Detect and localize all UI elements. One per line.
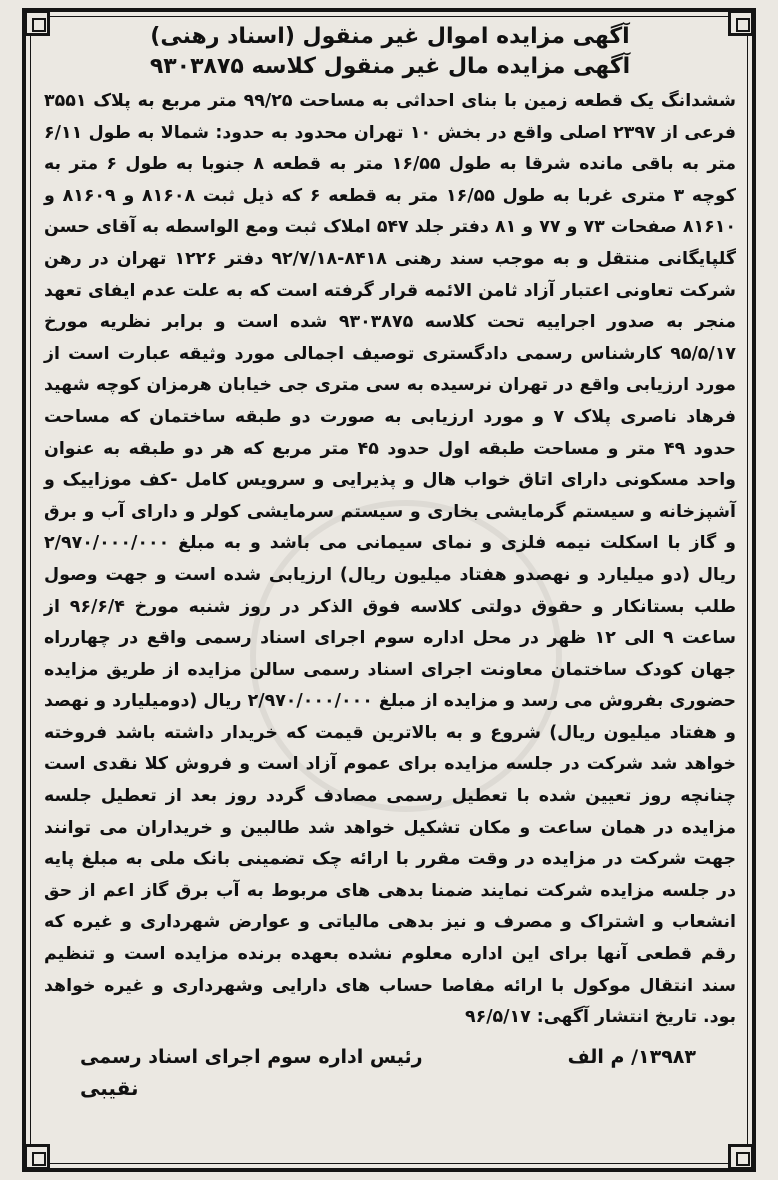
notice-body: ششدانگ یک قطعه زمین با بنای احداثی به مساحت ۹۹/۲۵ متر مربع به پلاک ۳۵۵۱ فرعی از ۲۳۹۷ اصلی واقع در بخش ۱۰ تهران محدود به حدود: شمالا به طول ۶/۱۱ متر به باقی مانده شرقا به طول ۱۶/۵۵ متر به قطعه ۸ جنوبا به طول ۶ متر به کوچه ۳ متری غربا به طول ۱۶/۵۵ متر به قطعه ۶ که ذیل ثبت ۸۱۶۰۸ و ۸۱۶۰۹ و ۸۱۶۱۰ صفحات ۷۳ و ۷۷ و ۸۱ دفتر جلد ۵۴۷ املاک ثبت ومع الواسطه به آقای حسن گلپایگانی منتقل و به موجب سند رهنی ۸۴۱۸-۹۲/۷/۱۸ دفتر ۱۲۲۶ تهران در رهن شرکت تعاونی اعتبار آزاد ثامن الائمه قرار گرفته است که به علت عدم ایفای تعهد منجر به صدور اجراییه تحت کلاسه ۹۳۰۳۸۷۵ شده است و برابر نظریه مورخ ۹۵/۵/۱۷ کارشناس رسمی دادگستری توصیف اجمالی مورد وثیقه عبارت است از مورد ارزیابی واقع در تهران نرسیده به سی متری جی خیابان هرمزان کوچه شهید فرهاد ناصری پلاک ۷ و مورد ارزیابی به صورت دو طبقه ساختمان که مساحت حدود ۴۹ متر و مساحت طبقه اول حدود ۴۵ متر مربع که هر دو طبقه به عنوان واحد مسکونی دارای اتاق خواب هال و پذیرایی و سرویس کامل -کف موزاییک و آشپزخانه و سیستم گرمایشی بخاری و سیستم سرمایشی کولر و دارای آب و برق و گاز با اسکلت نیمه فلزی و نمای سیمانی می باشد و به مبلغ ۲/۹۷۰/۰۰۰/۰۰۰ ریال (دو میلیارد و نهصدو هفتاد میلیون ریال) ارزیابی شده است و جهت وصول طلب بستانکار و حقوق دولتی کلاسه فوق الذکر در روز شنبه مورخ ۹۶/۶/۴ از ساعت ۹ الی ۱۲ ظهر در محل اداره سوم اجرای اسناد رسمی واقع در چهارراه جهان کودک ساختمان معاونت اجرای اسناد رسمی سالن مزایده از طریق مزایده حضوری بفروش می رسد و مزایده از مبلغ ۲/۹۷۰/۰۰۰/۰۰۰ ریال (دومیلیارد و نهصد و هفتاد میلیون ریال) شروع و به بالاترین قیمت که خریدار داشته باشد فروخته خواهد شد شرکت در جلسه مزایده برای عموم آزاد است و فروش کلا نقدی است چنانچه روز تعیین شده با تعطیل رسمی مصادف گردد روز بعد از تعطیل جلسه مزایده در همان ساعت و مکان تشکیل خواهد شد طالبین و خریداران می توانند جهت شرکت در مزایده در وقت مقرر با ارائه چک تضمینی بانک ملی به مبلغ پایه در جلسه مزایده شرکت نمایند ضمنا بدهی های مربوط به آب برق گاز اعم از حق انشعاب و اشتراک و مصرف و نیز بدهی مالیاتی و عوارض شهرداری و غیره که رقم قطعی آنها برای این اداره معلوم نشده بعهده برنده مزایده است و تنظیم سند انتقال موکول با ارائه مفاصا حساب های دارایی وشهرداری و غیره خواهد بود. تاریخ انتشار آگهی: ۹۶/۵/۱۷: [44, 91, 737, 1028]
official-name: نقیبی: [80, 1075, 139, 1100]
official-title: رئیس اداره سوم اجرای اسناد رسمی: [80, 1045, 423, 1068]
notice-title: آگهی مزایده اموال غیر منقول (اسناد رهنی): [150, 24, 630, 49]
reference-number: ۱۳۹۸۳/ م الف: [567, 1045, 696, 1068]
notice-subtitle: آگهی مزایده مال غیر منقول کلاسه ۹۳۰۳۸۷۵: [149, 54, 631, 79]
notice-content: [44, 22, 736, 1162]
notice-footer: [44, 1042, 736, 1112]
